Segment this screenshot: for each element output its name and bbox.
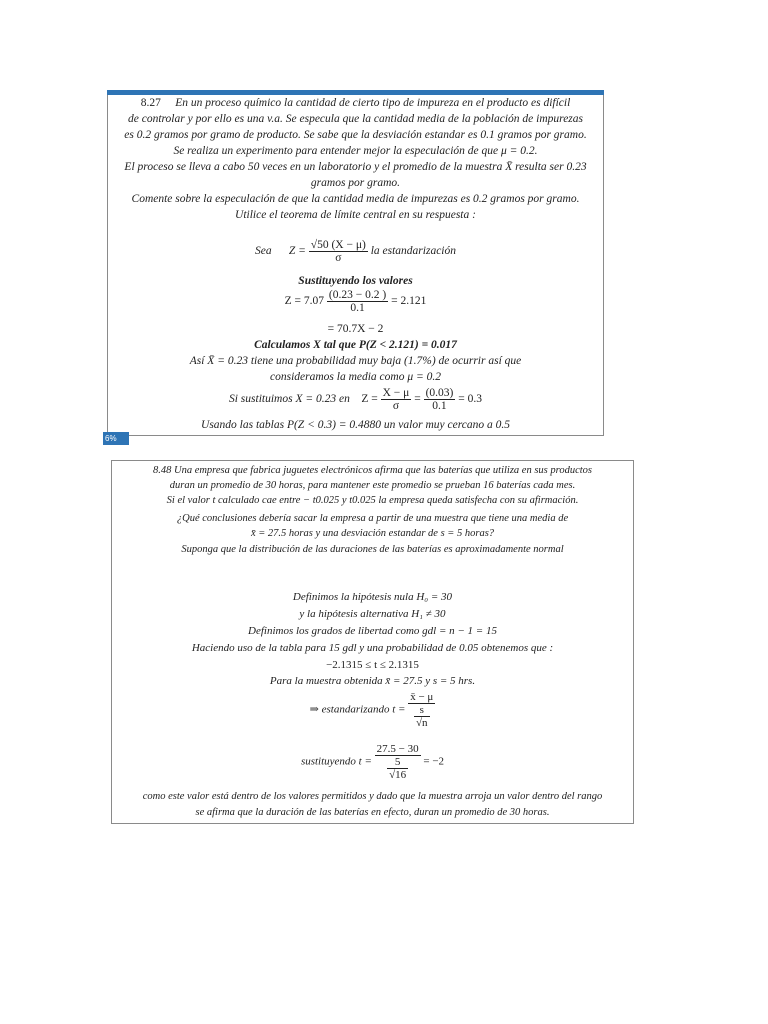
statement-line: ¿Qué conclusiones debería sacar la empresa a partir de una muestra que tiene una media de: [176, 513, 569, 524]
z4-fraction-2: [424, 387, 456, 412]
t-inner-fraction: [414, 704, 430, 729]
z4-equals: =: [414, 393, 421, 406]
z-linear: = 70.7X − 2: [327, 323, 384, 335]
s-inner-numerator: 5: [387, 756, 408, 769]
z-lhs: Z =: [288, 245, 306, 258]
top-accent-bar: [107, 90, 604, 95]
degrees-freedom: Definimos los grados de libertad como gdl = n − 1 = 15: [248, 625, 497, 637]
t-numerator: x̄ − μ: [410, 691, 434, 703]
t-denominator: [408, 704, 435, 729]
statement-line: El proceso se lleva a cabo 50 veces en un laboratorio y el promedio de la muestra X̄ resulta ser 0.23: [124, 161, 587, 173]
problem-number: 8.27: [140, 97, 161, 109]
z4-numerator-1: X − μ: [382, 387, 410, 399]
statement-line: Utilice el teorema de límite central en su respuesta :: [235, 209, 476, 221]
sustituyendo-label: Sustituyendo los valores: [298, 275, 413, 287]
progress-tag: 6%: [103, 432, 129, 445]
s-denominator: [375, 756, 421, 781]
s-rhs: = −2: [423, 755, 445, 768]
statement-line: es 0.2 gramos por gramo de producto. Se sabe que la desviación estandar es 0.1 gramos por gramo.: [124, 129, 587, 141]
calculamos-line: Calculamos X tal que P(Z < 2.121) = 0.017: [254, 339, 457, 351]
z2-rhs: = 2.121: [391, 295, 427, 308]
t-standardization: [112, 691, 633, 729]
statement-line: duran un promedio de 30 horas, para mantener este promedio se prueban 16 baterías cada mes.: [169, 480, 576, 491]
z4-numerator-2: (0.03): [425, 387, 454, 399]
z4-rhs: = 0.3: [458, 393, 482, 406]
sustituyendo-label: sustituyendo t =: [300, 755, 372, 768]
conclusion-line-2: se afirma que la duración de las baterías en efecto, duran un promedio de 30 horas.: [195, 807, 550, 818]
z-check-formula: [108, 387, 603, 412]
asi-line-2: consideramos la media como μ = 0.2: [269, 371, 441, 383]
z2-fraction: [327, 289, 388, 314]
z-denominator: σ: [335, 252, 342, 264]
z4-denominator-1: σ: [392, 400, 400, 412]
z2-lhs: Z = 7.07: [284, 295, 325, 308]
z2-numerator: (0.23 − 0.2 ): [328, 289, 387, 301]
t-fraction: [408, 691, 435, 729]
t-inner-numerator: s: [414, 704, 430, 717]
z4-fraction-1: [381, 387, 412, 412]
conclusion-line-1: como este valor está dentro de los valores permitidos y dado que la muestra arroja un valor dentro del rango: [142, 791, 603, 802]
t-inner-denominator: √n: [416, 717, 428, 729]
null-hypothesis: Definimos la hipótesis nula H₀ = 30: [292, 591, 453, 603]
sea-label: Sea: [255, 245, 272, 258]
asi-line-1: Así X̄ = 0.23 tiene una probabilidad muy baja (1.7%) de ocurrir así que: [189, 355, 522, 367]
statement-line: de controlar y por ello es una v.a. Se especula que la cantidad media de la población de impurezas: [127, 113, 583, 125]
statement-line: gramos por gramo.: [310, 177, 401, 189]
z-suffix: la estandarización: [370, 245, 456, 258]
statement-line: Se realiza un experimento para entender mejor la especulación de que μ = 0.2.: [173, 145, 538, 157]
problem-8-27-box: [107, 90, 604, 436]
statement-line: Suponga que la distribución de las duraciones de las baterías es aproximadamente normal: [181, 544, 564, 555]
statement-line: En un proceso químico la cantidad de cierto tipo de impureza en el producto es difícil: [175, 97, 571, 109]
usando-tablas-line: Usando las tablas P(Z < 0.3) = 0.4880 un valor muy cercano a 0.5: [201, 419, 510, 431]
standardization-formula: [108, 239, 603, 264]
alt-hypothesis: y la hipótesis alternativa H₁ ≠ 30: [299, 608, 446, 620]
z-numerator: √50 (X − μ): [310, 239, 366, 251]
table-usage: Haciendo uso de la tabla para 15 gdl y una probabilidad de 0.05 obtenemos que :: [191, 642, 554, 654]
s-inner-fraction: [387, 756, 408, 781]
estandarizando-label: ⇒ estandarizando t =: [309, 703, 406, 716]
z4-lhs: Z =: [361, 393, 378, 406]
s-fraction: [375, 743, 421, 781]
si-sustituimos: Si sustituimos X = 0.23 en: [228, 393, 350, 406]
statement-line: x̄ = 27.5 horas y una desviación estandar de s = 5 horas?: [250, 528, 495, 539]
statement-line: 8.48 Una empresa que fabrica juguetes electrónicos afirma que las baterías que utiliza en sus productos: [152, 465, 592, 476]
z-substitution: [108, 289, 603, 314]
z4-denominator-2: 0.1: [432, 400, 447, 412]
t-substitution: [112, 743, 633, 781]
s-inner-denominator: √16: [389, 769, 407, 781]
t-range: −2.1315 ≤ t ≤ 2.1315: [326, 659, 419, 671]
problem-1-line-1: [108, 97, 603, 109]
statement-line: Comente sobre la especulación de que la cantidad media de impurezas es 0.2 gramos por gramo.: [131, 193, 580, 205]
z2-denominator: 0.1: [350, 302, 365, 314]
sample-values: Para la muestra obtenida x̄ = 27.5 y s = 5 hrs.: [269, 675, 476, 687]
s-numerator: 27.5 − 30: [376, 743, 419, 755]
statement-line: Si el valor t calculado cae entre − t0.025 y t0.025 la empresa queda satisfecha con su afirmación.: [166, 495, 579, 506]
problem-8-48-box: [111, 460, 634, 824]
z-fraction: [309, 239, 368, 264]
